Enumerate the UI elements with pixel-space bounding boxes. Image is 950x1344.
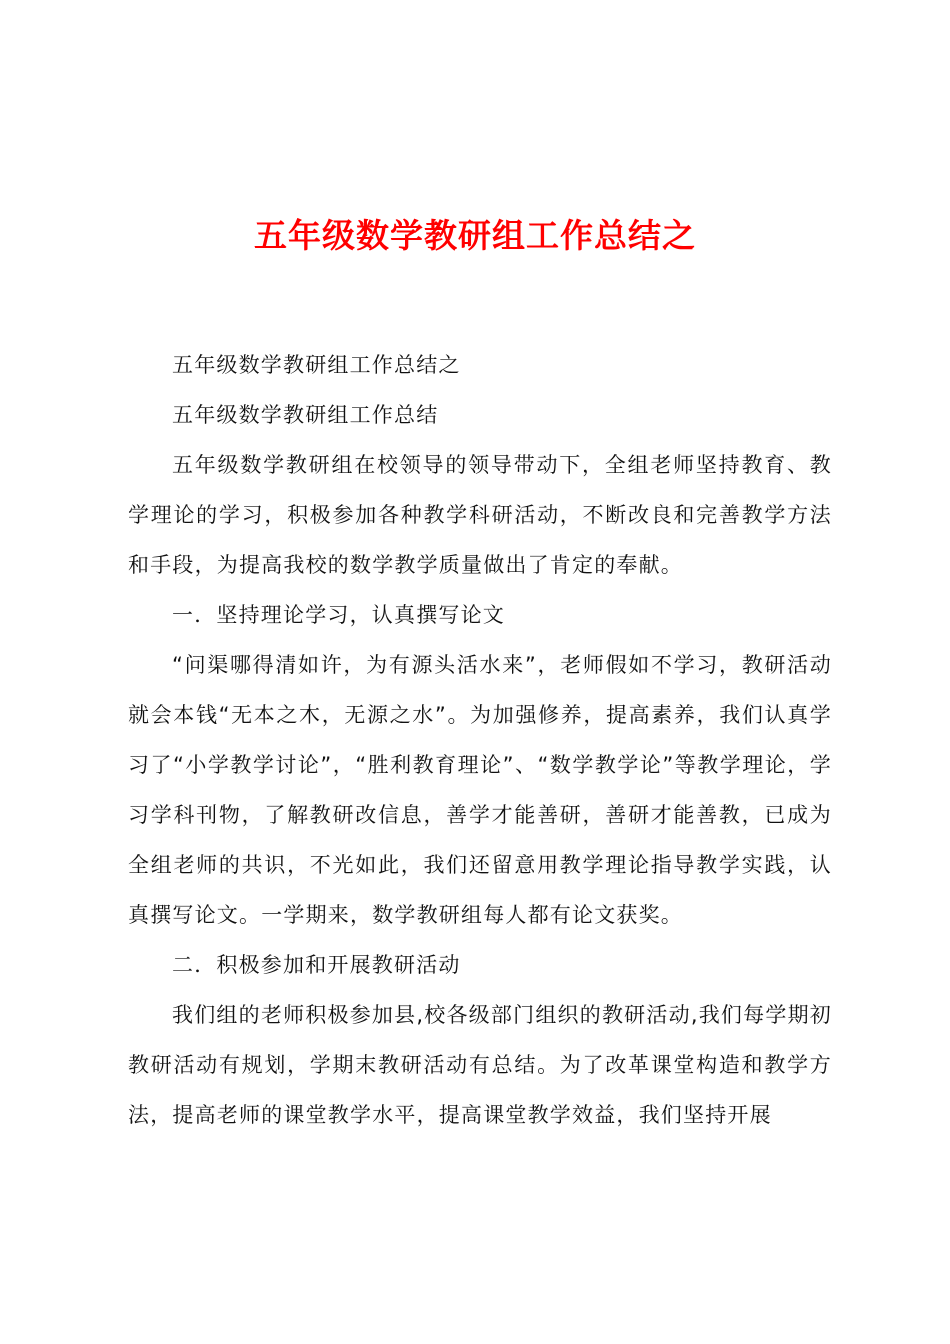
section-heading-1: 一．坚持理论学习，认真撰写论文 bbox=[172, 603, 505, 627]
paragraph-section-2: 我们组的老师积极参加县,校各级部门组织的教研活动,我们每学期初教研活动有规划，学期末教研活动有总结。为了改革课堂构造和教学方法，提高老师的课堂教学水平，提高课堂教学效益，我们坚持开展 bbox=[128, 1003, 832, 1127]
paragraph-subtitle-1: 五年级数学教研组工作总结之 bbox=[172, 353, 461, 377]
paragraph-section-1: “问渠哪得清如许，为有源头活水来”，老师假如不学习，教研活动就会本钱“无本之木，无源之水”。为加强修养，提高素养，我们认真学习了“小学教学讨论”，“胜利教育理论”、“数学教学论”等教学理论，学习学科刊物，了解教研改信息，善学才能善研，善研才能善教，已成为全组老师的共识，不光如此，我们还留意用教学理论指导教学实践，认真撰写论文。一学期来，数学教研组每人都有论文获奖。 bbox=[128, 653, 832, 927]
paragraph-subtitle-2: 五年级数学教研组工作总结 bbox=[172, 403, 439, 427]
section-heading-2: 二．积极参加和开展教研活动 bbox=[172, 953, 461, 977]
document-body bbox=[128, 340, 832, 1140]
document-title: 五年级数学教研组工作总结之 bbox=[254, 216, 696, 255]
paragraph-intro: 五年级数学教研组在校领导的领导带动下，全组老师坚持教育、教学理论的学习，积极参加各种教学科研活动，不断改良和完善教学方法和手段，为提高我校的数学教学质量做出了肯定的奉献。 bbox=[128, 453, 832, 577]
